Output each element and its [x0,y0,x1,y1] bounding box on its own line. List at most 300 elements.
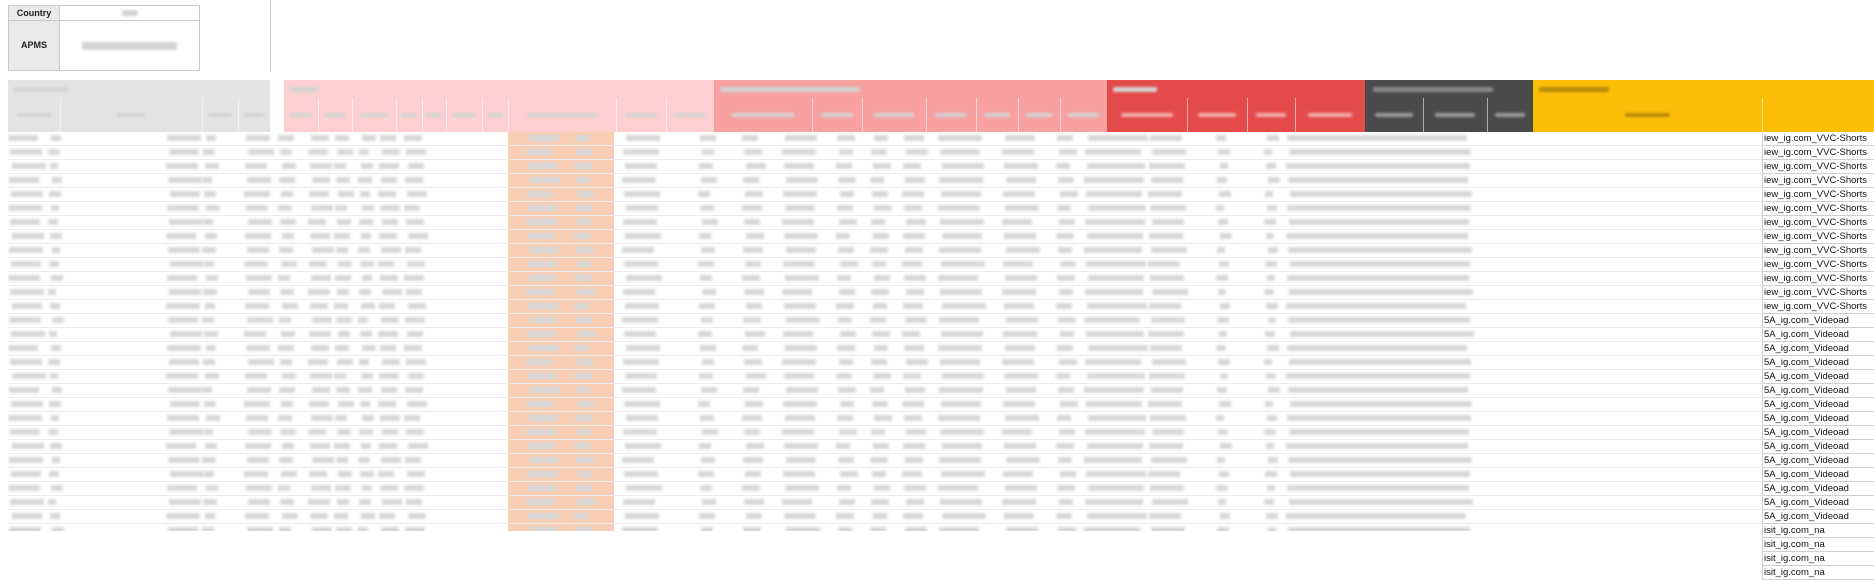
table-cell[interactable] [623,359,659,365]
table-cell[interactable] [246,135,270,141]
table-cell[interactable] [701,177,717,183]
table-cell[interactable] [11,401,43,407]
table-cell[interactable] [334,443,350,449]
table-cell[interactable] [308,219,326,225]
table-cell[interactable] [168,317,198,323]
table-cell[interactable] [202,457,216,463]
table-cell[interactable] [247,387,271,393]
table-cell[interactable] [338,331,350,337]
table-cell[interactable] [746,163,766,169]
table-cell[interactable] [577,289,595,295]
table-cell[interactable] [1287,275,1469,281]
table-cell[interactable] [1088,135,1148,141]
table-cell[interactable] [1059,219,1075,225]
table-cell[interactable] [1005,485,1037,491]
table-cell[interactable] [1264,359,1272,365]
table-cell[interactable] [1084,177,1144,183]
table-cell[interactable] [906,149,928,155]
table-cell[interactable] [11,471,41,477]
table-cell[interactable] [282,233,294,239]
table-row[interactable] [8,384,1762,398]
table-cell[interactable] [1287,345,1467,351]
table-cell[interactable] [1057,345,1073,351]
table-cell[interactable] [840,331,856,337]
table-cell[interactable] [8,345,38,351]
table-cell[interactable] [379,373,399,379]
table-cell[interactable] [837,205,853,211]
table-cell[interactable] [784,303,816,309]
table-cell[interactable] [1148,401,1182,407]
table-cell[interactable] [1003,191,1035,197]
table-cell[interactable] [872,401,888,407]
table-cell[interactable] [1219,261,1229,267]
table-cell[interactable] [837,135,855,141]
table-cell[interactable] [50,233,62,239]
table-cell[interactable] [902,401,924,407]
table-cell[interactable] [1149,513,1181,519]
table-cell[interactable] [1267,485,1275,491]
table-cell[interactable] [360,261,374,267]
table-cell[interactable] [1220,513,1230,519]
table-cell[interactable] [1264,499,1274,505]
table-cell[interactable] [906,289,924,295]
table-cell[interactable] [9,387,39,393]
table-cell[interactable] [1268,527,1276,531]
table-cell[interactable] [12,373,46,379]
table-cell[interactable] [1152,219,1184,225]
column-header[interactable] [1423,98,1488,132]
table-cell[interactable] [939,527,979,531]
table-cell[interactable] [746,233,764,239]
column-header[interactable] [352,98,397,132]
table-cell[interactable] [1216,485,1228,491]
table-cell[interactable] [202,527,214,531]
table-cell[interactable] [1216,275,1228,281]
table-cell[interactable] [577,429,591,435]
table-cell[interactable] [1148,471,1180,477]
table-row[interactable] [8,146,1762,160]
table-cell[interactable] [1004,233,1036,239]
table-cell[interactable] [1218,219,1228,225]
table-cell[interactable] [1005,275,1037,281]
table-cell[interactable] [623,219,657,225]
table-cell[interactable] [1290,471,1470,477]
table-cell[interactable] [940,289,982,295]
table-cell[interactable] [1216,345,1226,351]
table-cell[interactable] [245,303,269,309]
table-cell[interactable] [837,485,851,491]
column-header[interactable] [60,98,203,132]
row-label[interactable]: isit_ig.com_na [1762,552,1874,566]
table-cell[interactable] [742,135,758,141]
table-cell[interactable] [245,513,269,519]
table-cell[interactable] [1264,289,1274,295]
table-cell[interactable] [839,499,855,505]
table-cell[interactable] [1217,177,1227,183]
table-cell[interactable] [873,233,889,239]
table-cell[interactable] [1152,149,1186,155]
table-cell[interactable] [280,429,296,435]
table-cell[interactable] [169,359,199,365]
table-cell[interactable] [578,401,594,407]
table-cell[interactable] [337,499,349,505]
table-cell[interactable] [1286,303,1466,309]
table-cell[interactable] [1085,149,1141,155]
table-cell[interactable] [902,471,922,477]
row-label[interactable]: iew_ig.com_VVC-Shorts [1762,272,1874,286]
table-cell[interactable] [1220,163,1228,169]
table-cell[interactable] [625,233,661,239]
table-cell[interactable] [404,415,420,421]
table-cell[interactable] [404,275,424,281]
table-cell[interactable] [205,373,219,379]
table-cell[interactable] [939,247,981,253]
table-cell[interactable] [170,401,200,407]
table-cell[interactable] [203,499,217,505]
table-cell[interactable] [1006,317,1038,323]
table-cell[interactable] [12,233,44,239]
table-cell[interactable] [49,191,61,197]
table-cell[interactable] [1004,443,1036,449]
table-cell[interactable] [1148,191,1182,197]
table-cell[interactable] [746,513,762,519]
table-cell[interactable] [1217,247,1225,253]
table-cell[interactable] [1268,387,1280,393]
table-row[interactable] [8,132,1762,146]
table-cell[interactable] [1085,499,1143,505]
table-cell[interactable] [625,163,657,169]
table-cell[interactable] [1060,401,1078,407]
table-cell[interactable] [9,317,41,323]
table-cell[interactable] [939,317,979,323]
table-cell[interactable] [575,345,589,351]
table-cell[interactable] [360,471,374,477]
table-cell[interactable] [1286,443,1468,449]
table-cell[interactable] [902,331,920,337]
table-cell[interactable] [783,331,813,337]
table-cell[interactable] [11,191,43,197]
table-cell[interactable] [381,247,401,253]
table-cell[interactable] [358,317,368,323]
table-cell[interactable] [1290,401,1472,407]
table-cell[interactable] [1087,443,1143,449]
table-cell[interactable] [308,289,330,295]
table-cell[interactable] [169,149,199,155]
table-cell[interactable] [51,275,63,281]
table-cell[interactable] [575,205,593,211]
table-cell[interactable] [379,443,397,449]
table-cell[interactable] [529,345,559,351]
table-cell[interactable] [1216,135,1226,141]
table-cell[interactable] [247,247,269,253]
table-cell[interactable] [359,289,371,295]
table-cell[interactable] [940,359,980,365]
table-cell[interactable] [526,289,554,295]
row-label[interactable]: iew_ig.com_VVC-Shorts [1762,244,1874,258]
table-cell[interactable] [529,275,555,281]
table-cell[interactable] [786,317,820,323]
table-cell[interactable] [624,471,658,477]
table-cell[interactable] [576,387,590,393]
table-cell[interactable] [359,149,369,155]
table-cell[interactable] [206,275,218,281]
table-cell[interactable] [12,163,46,169]
table-cell[interactable] [167,205,199,211]
table-cell[interactable] [1265,401,1273,407]
table-cell[interactable] [244,261,268,267]
table-cell[interactable] [874,485,890,491]
table-cell[interactable] [279,387,295,393]
table-cell[interactable] [782,359,816,365]
table-cell[interactable] [337,289,349,295]
table-cell[interactable] [699,233,711,239]
row-label[interactable]: iew_ig.com_VVC-Shorts [1762,300,1874,314]
column-header[interactable] [508,98,617,132]
table-cell[interactable] [529,415,557,421]
table-cell[interactable] [1002,429,1032,435]
table-cell[interactable] [785,345,817,351]
table-cell[interactable] [1056,443,1074,449]
table-cell[interactable] [744,359,762,365]
table-cell[interactable] [311,345,329,351]
table-cell[interactable] [10,359,42,365]
table-cell[interactable] [1005,415,1039,421]
table-cell[interactable] [378,191,396,197]
table-cell[interactable] [903,513,923,519]
table-cell[interactable] [625,513,659,519]
table-cell[interactable] [8,205,42,211]
table-cell[interactable] [527,471,557,477]
table-cell[interactable] [169,429,203,435]
table-cell[interactable] [405,457,421,463]
table-cell[interactable] [942,233,982,239]
table-cell[interactable] [838,317,852,323]
table-cell[interactable] [575,415,593,421]
table-cell[interactable] [528,513,558,519]
table-cell[interactable] [278,415,292,421]
table-cell[interactable] [278,275,290,281]
table-cell[interactable] [1286,373,1470,379]
table-cell[interactable] [938,415,980,421]
table-cell[interactable] [1088,415,1146,421]
table-cell[interactable] [247,317,273,323]
table-cell[interactable] [166,163,198,169]
table-cell[interactable] [1266,163,1276,169]
table-cell[interactable] [1086,331,1144,337]
table-cell[interactable] [577,359,593,365]
table-cell[interactable] [1059,499,1073,505]
table-cell[interactable] [1266,443,1274,449]
table-cell[interactable] [246,485,272,491]
table-cell[interactable] [1059,149,1077,155]
table-cell[interactable] [623,429,657,435]
table-cell[interactable] [1286,233,1468,239]
table-row[interactable] [8,230,1762,244]
table-cell[interactable] [940,429,984,435]
table-cell[interactable] [361,233,371,239]
table-cell[interactable] [278,345,294,351]
table-cell[interactable] [1006,247,1040,253]
table-cell[interactable] [743,177,759,183]
table-cell[interactable] [170,331,202,337]
table-cell[interactable] [702,149,714,155]
table-cell[interactable] [52,177,62,183]
table-cell[interactable] [530,247,558,253]
table-cell[interactable] [50,163,58,169]
table-cell[interactable] [334,233,350,239]
row-label[interactable]: isit_ig.com_na [1762,524,1874,538]
table-cell[interactable] [873,443,889,449]
table-cell[interactable] [839,429,857,435]
table-cell[interactable] [746,303,762,309]
table-cell[interactable] [623,499,655,505]
table-cell[interactable] [8,275,40,281]
table-cell[interactable] [624,401,660,407]
table-cell[interactable] [48,359,60,365]
table-cell[interactable] [282,443,294,449]
table-cell[interactable] [310,373,332,379]
table-cell[interactable] [1149,303,1181,309]
table-cell[interactable] [871,359,887,365]
table-cell[interactable] [526,499,554,505]
row-label[interactable]: 5A_ig.com_Videoad [1762,328,1874,342]
table-cell[interactable] [360,191,370,197]
table-cell[interactable] [206,205,220,211]
table-row[interactable] [8,174,1762,188]
table-cell[interactable] [248,499,270,505]
table-cell[interactable] [248,289,270,295]
table-cell[interactable] [382,219,398,225]
table-cell[interactable] [362,205,374,211]
table-cell[interactable] [309,401,329,407]
table-cell[interactable] [1087,233,1143,239]
table-cell[interactable] [381,387,397,393]
table-cell[interactable] [838,177,856,183]
table-cell[interactable] [408,233,428,239]
table-cell[interactable] [52,247,60,253]
table-cell[interactable] [335,205,347,211]
table-cell[interactable] [168,527,198,531]
table-cell[interactable] [1290,331,1474,337]
table-cell[interactable] [244,331,266,337]
table-cell[interactable] [903,373,921,379]
table-cell[interactable] [206,485,218,491]
table-cell[interactable] [527,261,557,267]
table-cell[interactable] [837,345,855,351]
table-cell[interactable] [1217,317,1229,323]
table-cell[interactable] [578,331,596,337]
table-cell[interactable] [338,401,354,407]
table-cell[interactable] [1267,415,1277,421]
table-cell[interactable] [742,345,758,351]
table-cell[interactable] [205,163,219,169]
table-cell[interactable] [700,415,714,421]
table-cell[interactable] [337,149,353,155]
table-cell[interactable] [1151,527,1185,531]
table-cell[interactable] [1151,457,1187,463]
table-cell[interactable] [837,415,853,421]
table-cell[interactable] [1006,527,1038,531]
table-cell[interactable] [1087,373,1145,379]
table-cell[interactable] [786,527,820,531]
table-row[interactable] [8,342,1762,356]
table-cell[interactable] [335,485,351,491]
table-cell[interactable] [905,457,923,463]
table-cell[interactable] [742,485,760,491]
table-cell[interactable] [1004,163,1038,169]
table-cell[interactable] [743,247,763,253]
table-cell[interactable] [577,499,595,505]
table-cell[interactable] [840,471,858,477]
table-cell[interactable] [245,443,271,449]
table-cell[interactable] [701,527,713,531]
table-cell[interactable] [872,471,886,477]
table-cell[interactable] [836,513,854,519]
table-cell[interactable] [204,331,218,337]
table-cell[interactable] [1268,457,1278,463]
table-row[interactable] [8,258,1762,272]
table-cell[interactable] [939,387,983,393]
table-cell[interactable] [530,317,556,323]
table-cell[interactable] [530,527,556,531]
table-cell[interactable] [310,303,328,309]
table-cell[interactable] [378,261,394,267]
table-cell[interactable] [1265,331,1275,337]
table-cell[interactable] [574,443,590,449]
table-cell[interactable] [1088,345,1148,351]
table-cell[interactable] [1217,387,1227,393]
table-cell[interactable] [1289,359,1471,365]
row-label[interactable]: iew_ig.com_VVC-Shorts [1762,216,1874,230]
table-cell[interactable] [1150,205,1186,211]
table-cell[interactable] [282,513,298,519]
column-header[interactable] [1487,98,1534,132]
header-group-gray[interactable] [8,80,270,98]
table-cell[interactable] [406,359,426,365]
row-label[interactable]: iew_ig.com_VVC-Shorts [1762,132,1874,146]
table-cell[interactable] [745,331,765,337]
table-cell[interactable] [744,499,764,505]
table-cell[interactable] [698,401,710,407]
column-header[interactable] [284,98,319,132]
table-cell[interactable] [938,275,978,281]
table-cell[interactable] [873,163,891,169]
table-cell[interactable] [334,373,346,379]
table-cell[interactable] [1003,261,1033,267]
table-cell[interactable] [528,373,556,379]
table-cell[interactable] [312,527,332,531]
table-cell[interactable] [578,261,592,267]
table-cell[interactable] [1003,401,1035,407]
table-cell[interactable] [169,219,203,225]
table-cell[interactable] [380,205,400,211]
table-cell[interactable] [784,373,814,379]
table-cell[interactable] [904,345,924,351]
table-cell[interactable] [380,485,398,491]
table-cell[interactable] [574,233,590,239]
table-cell[interactable] [574,373,592,379]
table-cell[interactable] [1056,163,1070,169]
table-cell[interactable] [1002,289,1036,295]
table-cell[interactable] [743,317,761,323]
table-cell[interactable] [1265,261,1277,267]
table-cell[interactable] [248,219,272,225]
table-cell[interactable] [784,513,816,519]
table-cell[interactable] [1288,177,1468,183]
table-cell[interactable] [311,135,329,141]
table-cell[interactable] [1218,149,1230,155]
table-cell[interactable] [168,457,200,463]
